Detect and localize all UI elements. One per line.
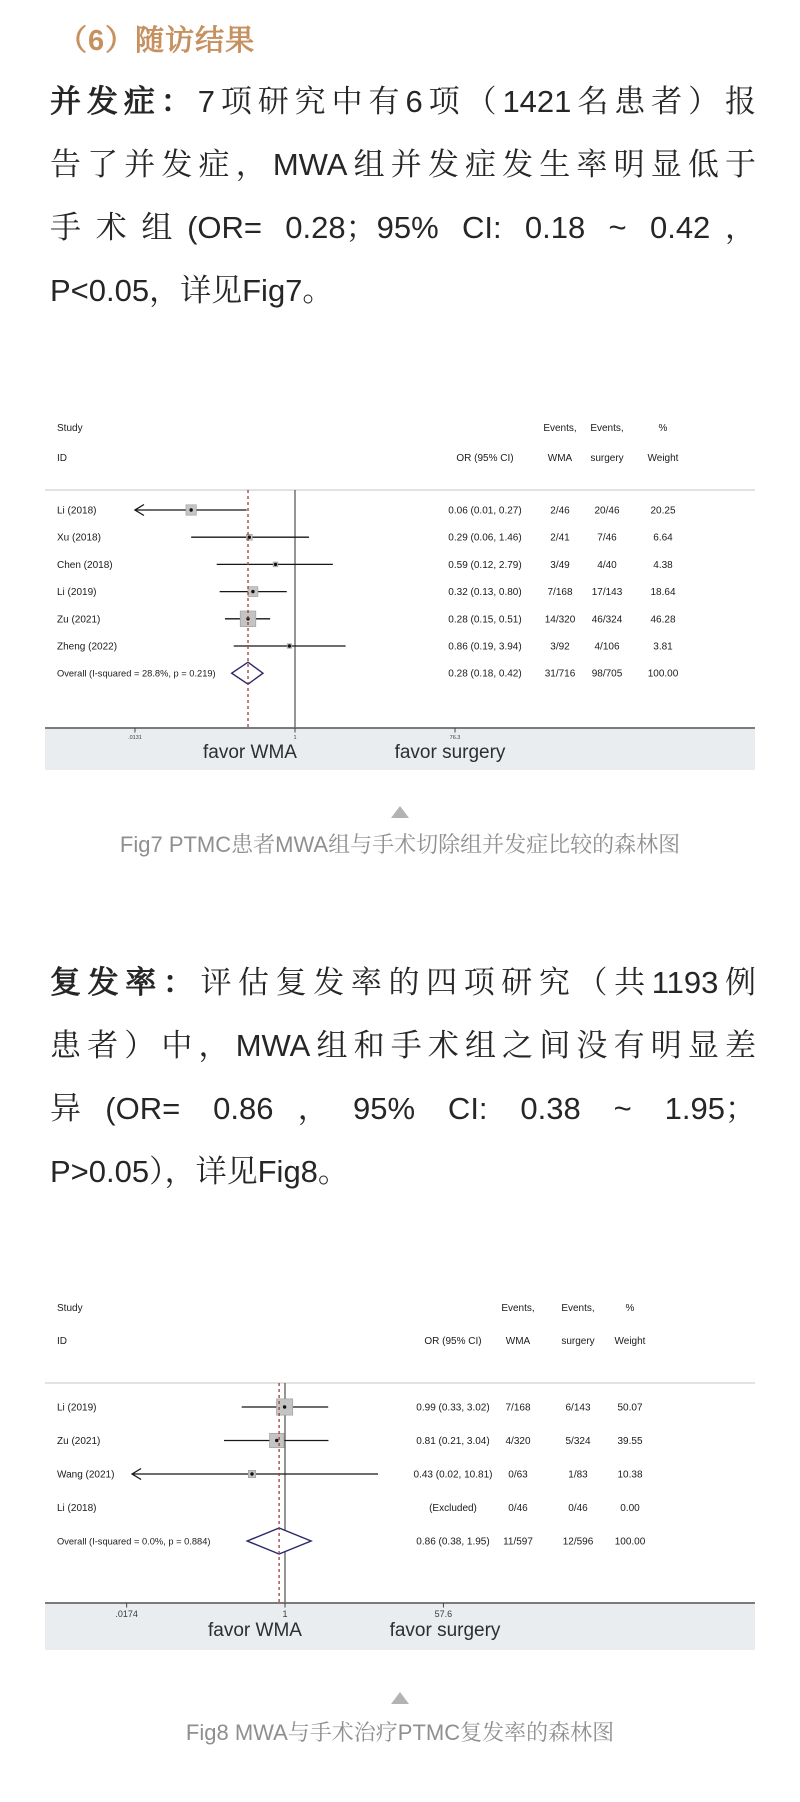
weight-value: 100.00 bbox=[614, 1536, 646, 1548]
events-surgery-value: 7/46 bbox=[597, 532, 617, 544]
axis-tick-label: 76.3 bbox=[449, 735, 461, 741]
point-estimate-marker bbox=[250, 1472, 253, 1475]
axis-tick-label: 1 bbox=[293, 735, 297, 741]
events-surgery-value: 17/143 bbox=[591, 587, 623, 599]
forest-row bbox=[57, 560, 673, 571]
col-header-weight: % bbox=[658, 423, 668, 434]
events-surgery-value: 5/324 bbox=[565, 1436, 591, 1447]
overall-diamond-marker bbox=[232, 662, 263, 684]
events-wma-value: 0/63 bbox=[508, 1469, 528, 1481]
axis-tick-label: .0131 bbox=[128, 735, 142, 741]
weight-value: 18.64 bbox=[650, 587, 676, 599]
axis-tick-label: 1 bbox=[282, 1609, 288, 1619]
paragraph-line: 告了并发症，MWA组并发症发生率明显低于 bbox=[50, 147, 756, 182]
col-header-events-surgery: surgery bbox=[590, 453, 624, 464]
weight-value: 39.55 bbox=[617, 1436, 643, 1447]
weight-value: 10.38 bbox=[617, 1469, 643, 1481]
forest-overall-row bbox=[57, 1528, 646, 1554]
events-wma-value: 3/92 bbox=[550, 641, 570, 653]
fig8-forest-plot bbox=[45, 1240, 755, 1650]
or-ci-value: 0.32 (0.13, 0.80) bbox=[448, 587, 522, 599]
forest-row bbox=[57, 1399, 643, 1415]
events-wma-value: 2/41 bbox=[550, 532, 570, 544]
or-ci-value: 0.86 (0.19, 3.94) bbox=[448, 641, 522, 653]
forest-row bbox=[57, 642, 673, 653]
collapse-triangle-icon bbox=[391, 1692, 409, 1704]
weight-value: 100.00 bbox=[647, 668, 679, 680]
col-header-weight: Weight bbox=[647, 453, 679, 464]
study-id-label: Zu (2021) bbox=[57, 1436, 101, 1447]
events-surgery-value: 0/46 bbox=[568, 1503, 588, 1514]
paragraph-line bbox=[50, 951, 756, 1014]
or-ci-value: 0.28 (0.15, 0.51) bbox=[448, 614, 522, 626]
study-id-label: Zu (2021) bbox=[57, 614, 101, 626]
paragraph-complications bbox=[50, 70, 756, 322]
fig8-forest-svg bbox=[45, 1240, 755, 1650]
or-ci-value: (Excluded) bbox=[429, 1503, 477, 1514]
or-ci-value: 0.29 (0.06, 1.46) bbox=[448, 532, 522, 544]
events-surgery-value: 98/705 bbox=[591, 668, 623, 680]
weight-value: 46.28 bbox=[650, 614, 676, 626]
collapse-triangle-icon bbox=[391, 806, 409, 818]
paragraph-line: P>0.05），详见Fig8。 bbox=[50, 1154, 349, 1189]
weight-value: 0.00 bbox=[620, 1503, 640, 1514]
events-wma-value: 0/46 bbox=[508, 1503, 528, 1514]
col-header-weight: % bbox=[625, 1303, 635, 1314]
study-id-label: Li (2018) bbox=[57, 1503, 97, 1514]
point-estimate-marker bbox=[275, 1439, 278, 1442]
or-ci-value: 0.99 (0.33, 3.02) bbox=[416, 1402, 490, 1414]
col-header-id: ID bbox=[57, 453, 67, 464]
events-wma-value: 2/46 bbox=[550, 505, 570, 517]
events-surgery-value: 46/324 bbox=[591, 614, 623, 626]
col-header-id: ID bbox=[57, 1336, 67, 1347]
events-wma-value: 4/320 bbox=[505, 1436, 531, 1447]
forest-row bbox=[57, 611, 676, 627]
axis-tick-label: 57.6 bbox=[434, 1609, 453, 1619]
favor-right-label: favor surgery bbox=[389, 1620, 501, 1641]
events-surgery-value: 20/46 bbox=[594, 505, 620, 517]
col-header-events-wma: WMA bbox=[505, 1336, 531, 1347]
col-header-events-surgery: Events, bbox=[561, 1303, 595, 1314]
study-id-label: Zheng (2022) bbox=[57, 641, 118, 653]
events-wma-value: 7/168 bbox=[547, 587, 573, 599]
col-header-events-surgery: surgery bbox=[561, 1336, 595, 1347]
events-surgery-value: 4/40 bbox=[597, 559, 617, 571]
favor-right-label: favor surgery bbox=[394, 742, 506, 763]
paragraph-line: P<0.05，详见Fig7。 bbox=[50, 273, 334, 308]
or-ci-value: 0.06 (0.01, 0.27) bbox=[448, 505, 522, 517]
or-ci-value: 0.43 (0.02, 10.81) bbox=[413, 1469, 493, 1481]
paragraph-text: 7项研究中有6项（1421名患者）报 bbox=[197, 84, 756, 119]
events-wma-value: 11/597 bbox=[503, 1536, 533, 1548]
weight-value: 20.25 bbox=[650, 505, 676, 517]
overall-label: Overall (I-squared = 0.0%, p = 0.884) bbox=[57, 1536, 211, 1547]
point-estimate-marker bbox=[251, 590, 254, 593]
col-header-or: OR (95% CI) bbox=[424, 1336, 482, 1347]
study-id-label: Li (2019) bbox=[57, 1402, 97, 1414]
events-surgery-value: 12/596 bbox=[562, 1536, 594, 1548]
favor-left-label: favor WMA bbox=[203, 742, 297, 763]
weight-value: 3.81 bbox=[653, 641, 673, 653]
point-estimate-marker bbox=[189, 508, 192, 511]
study-id-label: Li (2019) bbox=[57, 587, 97, 599]
paragraph-line: 患者）中，MWA组和手术组之间没有明显差 bbox=[50, 1028, 756, 1063]
col-header-events-surgery: Events, bbox=[590, 423, 624, 434]
study-id-label: Chen (2018) bbox=[57, 559, 113, 571]
point-estimate-marker bbox=[274, 563, 277, 566]
col-header-study: Study bbox=[57, 1303, 83, 1314]
paragraph-text: 评估复发率的四项研究（共1193例 bbox=[200, 965, 756, 1000]
forest-overall-row bbox=[57, 662, 679, 684]
events-wma-value: 3/49 bbox=[550, 559, 570, 571]
paragraph-line bbox=[50, 70, 756, 133]
paragraph-lead: 复发率： bbox=[50, 965, 201, 1000]
events-surgery-value: 1/83 bbox=[568, 1469, 588, 1481]
forest-row bbox=[57, 1469, 643, 1481]
paragraph-line: 手术组(OR= 0.28；95% CI: 0.18 ~ 0.42， bbox=[50, 210, 756, 245]
col-header-events-wma: Events, bbox=[543, 423, 577, 434]
forest-row bbox=[57, 587, 676, 598]
forest-row bbox=[57, 1433, 643, 1447]
col-header-events-wma: WMA bbox=[547, 453, 573, 464]
weight-value: 50.07 bbox=[617, 1402, 643, 1414]
fig7-forest-svg bbox=[45, 355, 755, 770]
fig7-forest-plot bbox=[45, 355, 755, 770]
weight-value: 6.64 bbox=[653, 532, 673, 544]
col-header-weight: Weight bbox=[614, 1336, 646, 1347]
paragraph-recurrence bbox=[50, 951, 756, 1203]
events-wma-value: 14/320 bbox=[544, 614, 576, 626]
or-ci-value: 0.81 (0.21, 3.04) bbox=[416, 1436, 490, 1447]
col-header-or: OR (95% CI) bbox=[456, 453, 514, 464]
events-surgery-value: 4/106 bbox=[594, 641, 620, 653]
events-surgery-value: 6/143 bbox=[565, 1402, 591, 1414]
favor-left-label: favor WMA bbox=[208, 1620, 302, 1641]
events-wma-value: 31/716 bbox=[544, 668, 576, 680]
fig8-caption: Fig8 MWA与手术治疗PTMC复发率的森林图 bbox=[185, 1720, 615, 1745]
or-ci-value: 0.59 (0.12, 2.79) bbox=[448, 559, 522, 571]
paragraph-lead: 并发症： bbox=[50, 84, 198, 119]
or-ci-value: 0.86 (0.38, 1.95) bbox=[416, 1536, 490, 1548]
weight-value: 4.38 bbox=[653, 559, 673, 571]
col-header-events-wma: Events, bbox=[501, 1303, 535, 1314]
or-ci-value: 0.28 (0.18, 0.42) bbox=[448, 668, 522, 680]
forest-row bbox=[57, 533, 673, 544]
overall-label: Overall (I-squared = 28.8%, p = 0.219) bbox=[57, 668, 216, 679]
section-heading: （6）随访结果 bbox=[58, 25, 256, 57]
col-header-study: Study bbox=[57, 423, 83, 434]
forest-row bbox=[57, 505, 676, 517]
study-id-label: Xu (2018) bbox=[57, 532, 101, 544]
point-estimate-marker bbox=[288, 644, 291, 647]
events-wma-value: 7/168 bbox=[505, 1402, 531, 1414]
forest-row bbox=[57, 1503, 640, 1514]
point-estimate-marker bbox=[283, 1405, 286, 1408]
study-id-label: Li (2018) bbox=[57, 505, 97, 517]
axis-tick-label: .0174 bbox=[115, 1609, 138, 1619]
fig7-caption: Fig7 PTMC患者MWA组与手术切除组并发症比较的森林图 bbox=[119, 832, 681, 857]
study-id-label: Wang (2021) bbox=[57, 1469, 115, 1481]
paragraph-line: 异(OR= 0.86，95% CI: 0.38 ~ 1.95； bbox=[50, 1091, 756, 1126]
